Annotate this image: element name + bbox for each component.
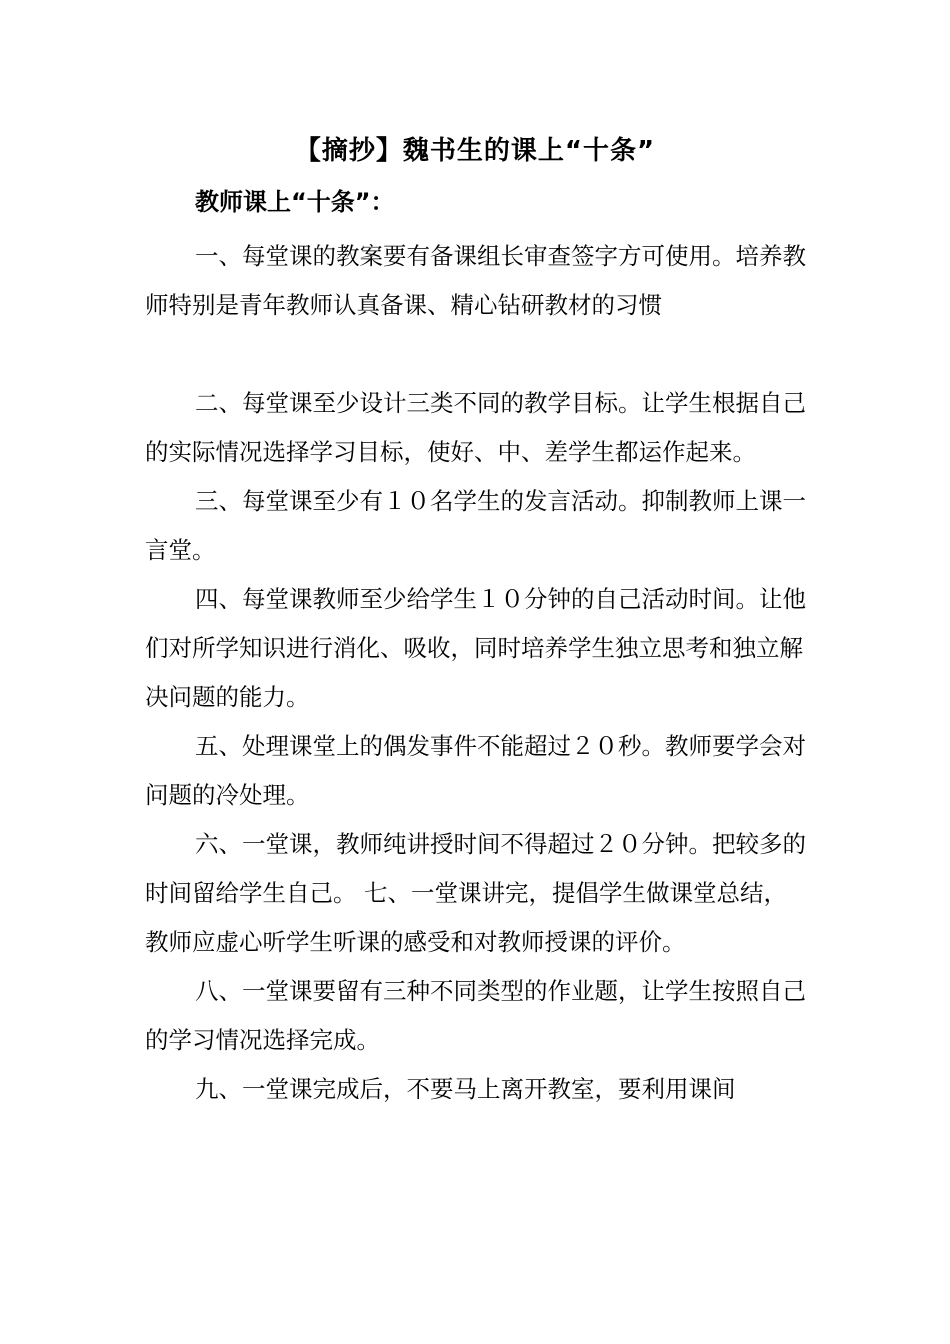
document-body [145,232,810,1114]
paragraph-9: 九、一堂课完成后，不要马上离开教室，要利用课间 [195,1075,736,1103]
paragraph-8: 八、一堂课要留有三种不同类型的作业题，让学生按照自己的学习情况选择完成。 [145,977,806,1054]
paragraph-4: 四、每堂课教师至少给学生１０分钟的自己活动时间。让他们对所学知识进行消化、吸收，同时培养学生独立思考和独立解决问题的能力。 [145,585,806,711]
paragraph-5: 五、处理课堂上的偶发事件不能超过２０秒。教师要学会对问题的冷处理。 [145,732,806,809]
paragraph-gap [145,330,810,379]
paragraph-6: 六、一堂课，教师纯讲授时间不得超过２０分钟。把较多的时间留给学生自己。 七、一堂课讲完，提倡学生做课堂总结，教师应虚心听学生听课的感受和对教师授课的评价。 [145,830,806,956]
paragraph-1: 一、每堂课的教案要有备课组长审查签字方可使用。培养教师特别是青年教师认真备课、精心钻研教材的习惯 [145,242,806,319]
document-title: 【摘抄】魏书生的课上“十条” [294,136,656,166]
paragraph-3: 三、每堂课至少有１０名学生的发言活动。抑制教师上课一言堂。 [145,487,806,564]
paragraph-2: 二、每堂课至少设计三类不同的教学目标。让学生根据自己的实际情况选择学习目标，使好、中、差学生都运作起来。 [145,389,806,466]
document-subtitle: 教师课上“十条”： [195,188,395,216]
